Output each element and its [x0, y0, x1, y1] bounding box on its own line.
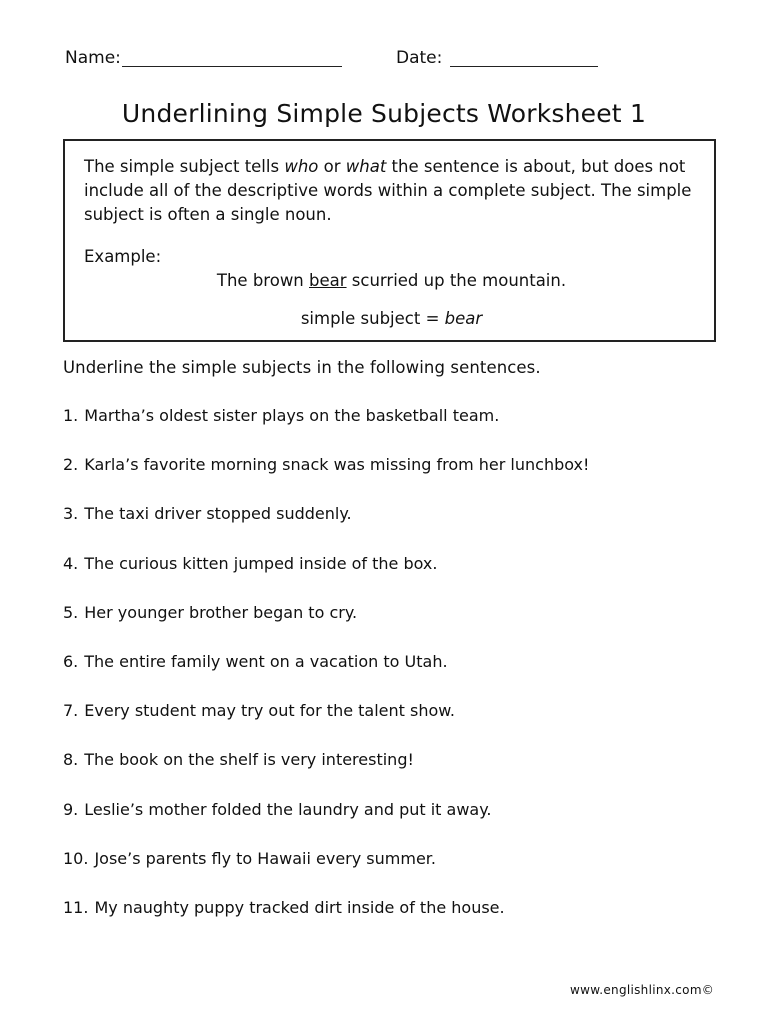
sentence-text: My naughty puppy tracked dirt inside of the house.: [94, 897, 505, 917]
sentence-text: The book on the shelf is very interesting!: [84, 750, 414, 770]
sentence-item[interactable]: [63, 453, 723, 502]
sentence-text: The entire family went on a vacation to Utah.: [84, 651, 448, 671]
definition-who: who: [284, 157, 319, 176]
sentence-item[interactable]: [63, 502, 723, 551]
sentence-text: Her younger brother began to cry.: [84, 602, 358, 622]
sentence-number: 5.: [63, 602, 79, 622]
sentence-number: 11.: [63, 897, 89, 917]
sentence-number: 4.: [63, 553, 79, 573]
sentence-text: The curious kitten jumped inside of the box.: [84, 553, 438, 573]
sentence-text: The taxi driver stopped suddenly.: [84, 504, 352, 524]
sentence-item[interactable]: [63, 601, 723, 650]
sentence-item[interactable]: [63, 798, 723, 847]
instructions: Underline the simple subjects in the following sentences.: [63, 358, 541, 377]
sentence-text: Jose’s parents fly to Hawaii every summer.: [94, 848, 436, 868]
definition-what: what: [345, 157, 387, 176]
definition-part-1: The simple subject tells: [84, 157, 285, 176]
sentence-number: 8.: [63, 750, 79, 770]
sentence-item[interactable]: [63, 748, 723, 797]
simple-subject-answer: [65, 307, 718, 331]
sentence-number: 7.: [63, 701, 79, 721]
definition-box: [63, 139, 716, 342]
sentence-number: 10.: [63, 848, 89, 868]
definition-or: or: [318, 157, 346, 176]
sentence-text: Leslie’s mother folded the laundry and put it away.: [84, 799, 492, 819]
sentence-text: Every student may try out for the talent show.: [84, 701, 455, 721]
sentence-item[interactable]: [63, 847, 723, 896]
sentence-number: 9.: [63, 799, 79, 819]
footer-credit: www.englishlinx.com©: [570, 983, 715, 997]
simple-subject-value: bear: [444, 309, 483, 328]
definition-text: [84, 155, 704, 227]
example-sentence: [65, 269, 718, 293]
sentence-list: [63, 404, 723, 945]
sentence-item[interactable]: [63, 404, 723, 453]
sentence-text: Karla’s favorite morning snack was missing from her lunchbox!: [84, 455, 590, 475]
example-before: The brown: [216, 271, 310, 290]
worksheet-title: Underlining Simple Subjects Worksheet 1: [121, 99, 647, 128]
sentence-item[interactable]: [63, 699, 723, 748]
example-after: scurried up the mountain.: [346, 271, 567, 290]
name-field[interactable]: [122, 66, 342, 67]
header-fields: [0, 44, 768, 74]
name-label: Name:: [65, 48, 121, 68]
example-label: Example:: [84, 247, 162, 266]
definition-part-2: the sentence is about, but does not include all of the descriptive words within a complete subject. The simple subject is often a single noun.: [84, 157, 692, 224]
sentence-text: Martha’s oldest sister plays on the basketball team.: [84, 406, 500, 425]
simple-subject-prefix: simple subject =: [300, 309, 445, 328]
sentence-item[interactable]: [63, 896, 723, 945]
sentence-number: 1.: [63, 406, 79, 425]
sentence-item[interactable]: [63, 552, 723, 601]
sentence-number: 2.: [63, 455, 79, 475]
example-subject: bear: [309, 271, 347, 290]
sentence-number: 3.: [63, 504, 79, 524]
date-label: Date:: [396, 48, 443, 68]
sentence-number: 6.: [63, 651, 79, 671]
date-field[interactable]: [450, 66, 598, 67]
sentence-item[interactable]: [63, 650, 723, 699]
